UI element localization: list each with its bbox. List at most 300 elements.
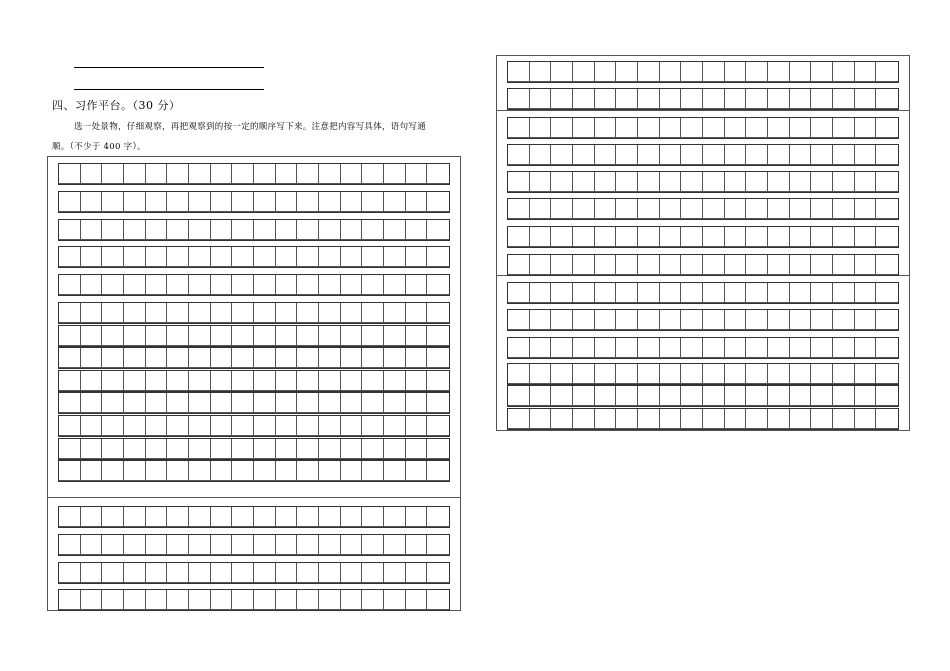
grid-cell[interactable]: [790, 409, 812, 429]
grid-cell[interactable]: [573, 172, 595, 192]
grid-cell[interactable]: [573, 409, 595, 429]
grid-cell[interactable]: [102, 303, 124, 323]
grid-cell[interactable]: [746, 172, 768, 192]
grid-cell[interactable]: [124, 393, 146, 413]
grid-cell[interactable]: [638, 118, 660, 138]
grid-cell[interactable]: [855, 118, 877, 138]
grid-cell[interactable]: [508, 386, 530, 406]
grid-cell[interactable]: [319, 247, 341, 267]
grid-cell[interactable]: [59, 220, 81, 240]
grid-cell[interactable]: [319, 507, 341, 527]
grid-cell[interactable]: [384, 303, 406, 323]
grid-cell[interactable]: [811, 338, 833, 358]
grid-cell[interactable]: [319, 461, 341, 481]
grid-cell[interactable]: [768, 310, 790, 330]
grid-cell[interactable]: [254, 275, 276, 295]
grid-cell[interactable]: [81, 439, 103, 459]
grid-cell[interactable]: [146, 535, 168, 555]
grid-cell[interactable]: [746, 145, 768, 165]
grid-cell[interactable]: [855, 172, 877, 192]
grid-cell[interactable]: [573, 310, 595, 330]
grid-cell[interactable]: [232, 416, 254, 436]
grid-cell[interactable]: [276, 303, 298, 323]
grid-cell[interactable]: [833, 62, 855, 82]
grid-cell[interactable]: [319, 220, 341, 240]
grid-cell[interactable]: [384, 590, 406, 610]
grid-cell[interactable]: [341, 247, 363, 267]
grid-cell[interactable]: [573, 364, 595, 384]
grid-cell[interactable]: [276, 563, 298, 583]
grid-cell[interactable]: [362, 326, 384, 346]
grid-cell[interactable]: [341, 535, 363, 555]
grid-cell[interactable]: [725, 386, 747, 406]
grid-cell[interactable]: [124, 275, 146, 295]
grid-cell[interactable]: [746, 89, 768, 109]
grid-cell[interactable]: [232, 371, 254, 391]
grid-cell[interactable]: [124, 326, 146, 346]
grid-cell[interactable]: [146, 461, 168, 481]
grid-cell[interactable]: [406, 439, 428, 459]
grid-cell[interactable]: [681, 145, 703, 165]
grid-cell[interactable]: [427, 164, 449, 184]
grid-cell[interactable]: [102, 507, 124, 527]
grid-cell[interactable]: [811, 283, 833, 303]
grid-cell[interactable]: [638, 172, 660, 192]
grid-cell[interactable]: [189, 535, 211, 555]
grid-cell[interactable]: [232, 461, 254, 481]
grid-cell[interactable]: [811, 145, 833, 165]
grid-cell[interactable]: [811, 255, 833, 275]
grid-cell[interactable]: [254, 416, 276, 436]
grid-cell[interactable]: [276, 326, 298, 346]
grid-cell[interactable]: [254, 393, 276, 413]
grid-cell[interactable]: [297, 192, 319, 212]
grid-cell[interactable]: [790, 386, 812, 406]
grid-cell[interactable]: [319, 416, 341, 436]
grid-cell[interactable]: [876, 62, 898, 82]
grid-cell[interactable]: [124, 439, 146, 459]
grid-cell[interactable]: [189, 507, 211, 527]
grid-cell[interactable]: [811, 364, 833, 384]
grid-cell[interactable]: [297, 326, 319, 346]
grid-cell[interactable]: [189, 439, 211, 459]
grid-cell[interactable]: [681, 283, 703, 303]
grid-cell[interactable]: [616, 62, 638, 82]
grid-cell[interactable]: [189, 192, 211, 212]
grid-cell[interactable]: [551, 338, 573, 358]
grid-cell[interactable]: [725, 409, 747, 429]
grid-cell[interactable]: [297, 220, 319, 240]
grid-cell[interactable]: [384, 348, 406, 368]
grid-cell[interactable]: [638, 364, 660, 384]
grid-cell[interactable]: [59, 275, 81, 295]
grid-cell[interactable]: [362, 192, 384, 212]
grid-cell[interactable]: [746, 310, 768, 330]
answer-line-2[interactable]: [74, 89, 264, 90]
grid-cell[interactable]: [427, 247, 449, 267]
grid-cell[interactable]: [616, 386, 638, 406]
grid-cell[interactable]: [595, 310, 617, 330]
grid-cell[interactable]: [725, 338, 747, 358]
grid-cell[interactable]: [59, 563, 81, 583]
grid-cell[interactable]: [59, 393, 81, 413]
grid-cell[interactable]: [102, 192, 124, 212]
grid-cell[interactable]: [876, 172, 898, 192]
grid-cell[interactable]: [638, 255, 660, 275]
grid-cell[interactable]: [211, 507, 233, 527]
grid-cell[interactable]: [508, 310, 530, 330]
grid-cell[interactable]: [573, 386, 595, 406]
grid-cell[interactable]: [232, 220, 254, 240]
grid-cell[interactable]: [102, 275, 124, 295]
grid-cell[interactable]: [189, 303, 211, 323]
grid-cell[interactable]: [508, 118, 530, 138]
grid-cell[interactable]: [725, 145, 747, 165]
grid-cell[interactable]: [855, 283, 877, 303]
grid-cell[interactable]: [146, 416, 168, 436]
grid-cell[interactable]: [790, 283, 812, 303]
grid-cell[interactable]: [703, 227, 725, 247]
grid-cell[interactable]: [124, 164, 146, 184]
grid-cell[interactable]: [232, 507, 254, 527]
grid-cell[interactable]: [232, 439, 254, 459]
grid-cell[interactable]: [167, 416, 189, 436]
grid-cell[interactable]: [254, 439, 276, 459]
grid-cell[interactable]: [59, 439, 81, 459]
grid-cell[interactable]: [146, 192, 168, 212]
grid-cell[interactable]: [102, 393, 124, 413]
grid-cell[interactable]: [790, 364, 812, 384]
grid-cell[interactable]: [232, 393, 254, 413]
grid-cell[interactable]: [573, 283, 595, 303]
grid-cell[interactable]: [362, 590, 384, 610]
grid-cell[interactable]: [254, 192, 276, 212]
grid-cell[interactable]: [211, 563, 233, 583]
grid-cell[interactable]: [81, 192, 103, 212]
grid-cell[interactable]: [146, 303, 168, 323]
grid-cell[interactable]: [406, 303, 428, 323]
grid-cell[interactable]: [297, 393, 319, 413]
grid-cell[interactable]: [855, 227, 877, 247]
grid-cell[interactable]: [616, 199, 638, 219]
grid-cell[interactable]: [124, 416, 146, 436]
grid-cell[interactable]: [59, 535, 81, 555]
grid-cell[interactable]: [319, 590, 341, 610]
grid-cell[interactable]: [616, 409, 638, 429]
grid-cell[interactable]: [297, 461, 319, 481]
grid-cell[interactable]: [833, 310, 855, 330]
grid-cell[interactable]: [167, 326, 189, 346]
grid-cell[interactable]: [746, 386, 768, 406]
grid-cell[interactable]: [232, 535, 254, 555]
grid-cell[interactable]: [508, 172, 530, 192]
grid-cell[interactable]: [616, 338, 638, 358]
grid-cell[interactable]: [211, 461, 233, 481]
grid-cell[interactable]: [530, 172, 552, 192]
grid-cell[interactable]: [297, 439, 319, 459]
grid-cell[interactable]: [595, 283, 617, 303]
grid-cell[interactable]: [167, 348, 189, 368]
grid-cell[interactable]: [833, 364, 855, 384]
grid-cell[interactable]: [530, 89, 552, 109]
grid-cell[interactable]: [616, 145, 638, 165]
grid-cell[interactable]: [276, 275, 298, 295]
grid-cell[interactable]: [725, 255, 747, 275]
grid-cell[interactable]: [189, 371, 211, 391]
grid-cell[interactable]: [811, 62, 833, 82]
grid-cell[interactable]: [146, 371, 168, 391]
grid-cell[interactable]: [254, 507, 276, 527]
grid-cell[interactable]: [276, 416, 298, 436]
grid-cell[interactable]: [508, 364, 530, 384]
grid-cell[interactable]: [595, 227, 617, 247]
grid-cell[interactable]: [341, 563, 363, 583]
grid-cell[interactable]: [660, 310, 682, 330]
grid-cell[interactable]: [211, 326, 233, 346]
grid-cell[interactable]: [362, 393, 384, 413]
grid-cell[interactable]: [81, 371, 103, 391]
grid-cell[interactable]: [254, 164, 276, 184]
grid-cell[interactable]: [855, 386, 877, 406]
grid-cell[interactable]: [124, 590, 146, 610]
grid-cell[interactable]: [638, 409, 660, 429]
grid-cell[interactable]: [362, 164, 384, 184]
grid-cell[interactable]: [81, 507, 103, 527]
grid-cell[interactable]: [384, 371, 406, 391]
grid-cell[interactable]: [81, 416, 103, 436]
grid-cell[interactable]: [81, 461, 103, 481]
grid-cell[interactable]: [341, 393, 363, 413]
grid-cell[interactable]: [660, 255, 682, 275]
grid-cell[interactable]: [595, 255, 617, 275]
grid-cell[interactable]: [406, 220, 428, 240]
grid-cell[interactable]: [876, 364, 898, 384]
grid-cell[interactable]: [102, 164, 124, 184]
grid-cell[interactable]: [146, 247, 168, 267]
grid-cell[interactable]: [384, 393, 406, 413]
grid-cell[interactable]: [59, 416, 81, 436]
grid-cell[interactable]: [276, 461, 298, 481]
grid-cell[interactable]: [530, 310, 552, 330]
grid-cell[interactable]: [319, 326, 341, 346]
grid-cell[interactable]: [595, 172, 617, 192]
grid-cell[interactable]: [725, 62, 747, 82]
grid-cell[interactable]: [406, 507, 428, 527]
grid-cell[interactable]: [362, 535, 384, 555]
grid-cell[interactable]: [595, 338, 617, 358]
grid-cell[interactable]: [167, 461, 189, 481]
grid-cell[interactable]: [102, 220, 124, 240]
grid-cell[interactable]: [703, 364, 725, 384]
grid-cell[interactable]: [211, 247, 233, 267]
grid-cell[interactable]: [703, 255, 725, 275]
grid-cell[interactable]: [616, 364, 638, 384]
grid-cell[interactable]: [638, 89, 660, 109]
grid-cell[interactable]: [660, 364, 682, 384]
grid-cell[interactable]: [211, 439, 233, 459]
grid-cell[interactable]: [167, 371, 189, 391]
grid-cell[interactable]: [406, 247, 428, 267]
grid-cell[interactable]: [681, 310, 703, 330]
grid-cell[interactable]: [616, 255, 638, 275]
grid-cell[interactable]: [297, 416, 319, 436]
grid-cell[interactable]: [254, 348, 276, 368]
grid-cell[interactable]: [167, 535, 189, 555]
grid-cell[interactable]: [768, 172, 790, 192]
grid-cell[interactable]: [232, 590, 254, 610]
grid-cell[interactable]: [746, 62, 768, 82]
grid-cell[interactable]: [189, 563, 211, 583]
grid-cell[interactable]: [146, 590, 168, 610]
grid-cell[interactable]: [660, 409, 682, 429]
grid-cell[interactable]: [427, 393, 449, 413]
grid-cell[interactable]: [384, 535, 406, 555]
grid-cell[interactable]: [427, 535, 449, 555]
grid-cell[interactable]: [768, 255, 790, 275]
grid-cell[interactable]: [167, 220, 189, 240]
grid-cell[interactable]: [319, 303, 341, 323]
grid-cell[interactable]: [876, 386, 898, 406]
grid-cell[interactable]: [508, 338, 530, 358]
grid-cell[interactable]: [768, 118, 790, 138]
grid-cell[interactable]: [551, 89, 573, 109]
grid-cell[interactable]: [146, 507, 168, 527]
grid-cell[interactable]: [681, 409, 703, 429]
grid-cell[interactable]: [384, 220, 406, 240]
grid-cell[interactable]: [638, 62, 660, 82]
grid-cell[interactable]: [406, 535, 428, 555]
grid-cell[interactable]: [146, 164, 168, 184]
grid-cell[interactable]: [703, 338, 725, 358]
grid-cell[interactable]: [833, 172, 855, 192]
grid-cell[interactable]: [530, 199, 552, 219]
grid-cell[interactable]: [573, 255, 595, 275]
grid-cell[interactable]: [681, 199, 703, 219]
grid-cell[interactable]: [595, 62, 617, 82]
grid-cell[interactable]: [102, 247, 124, 267]
grid-cell[interactable]: [855, 310, 877, 330]
grid-cell[interactable]: [146, 563, 168, 583]
grid-cell[interactable]: [660, 89, 682, 109]
grid-cell[interactable]: [573, 199, 595, 219]
grid-cell[interactable]: [746, 338, 768, 358]
grid-cell[interactable]: [276, 164, 298, 184]
grid-cell[interactable]: [427, 461, 449, 481]
grid-cell[interactable]: [276, 192, 298, 212]
grid-cell[interactable]: [551, 364, 573, 384]
grid-cell[interactable]: [211, 164, 233, 184]
grid-cell[interactable]: [855, 338, 877, 358]
grid-cell[interactable]: [341, 303, 363, 323]
grid-cell[interactable]: [124, 348, 146, 368]
grid-cell[interactable]: [595, 364, 617, 384]
grid-cell[interactable]: [384, 461, 406, 481]
grid-cell[interactable]: [681, 172, 703, 192]
grid-cell[interactable]: [189, 220, 211, 240]
grid-cell[interactable]: [811, 118, 833, 138]
grid-cell[interactable]: [189, 326, 211, 346]
grid-cell[interactable]: [319, 164, 341, 184]
grid-cell[interactable]: [573, 62, 595, 82]
grid-cell[interactable]: [833, 338, 855, 358]
grid-cell[interactable]: [341, 164, 363, 184]
grid-cell[interactable]: [81, 348, 103, 368]
grid-cell[interactable]: [319, 275, 341, 295]
grid-cell[interactable]: [427, 348, 449, 368]
grid-cell[interactable]: [833, 89, 855, 109]
grid-cell[interactable]: [341, 590, 363, 610]
grid-cell[interactable]: [211, 371, 233, 391]
grid-cell[interactable]: [297, 590, 319, 610]
grid-cell[interactable]: [725, 172, 747, 192]
grid-cell[interactable]: [638, 310, 660, 330]
grid-cell[interactable]: [530, 386, 552, 406]
grid-cell[interactable]: [362, 220, 384, 240]
grid-cell[interactable]: [790, 172, 812, 192]
grid-cell[interactable]: [362, 348, 384, 368]
grid-cell[interactable]: [811, 386, 833, 406]
grid-cell[interactable]: [254, 563, 276, 583]
grid-cell[interactable]: [725, 283, 747, 303]
grid-cell[interactable]: [297, 348, 319, 368]
grid-cell[interactable]: [297, 507, 319, 527]
grid-cell[interactable]: [59, 247, 81, 267]
grid-cell[interactable]: [254, 303, 276, 323]
grid-cell[interactable]: [427, 563, 449, 583]
grid-cell[interactable]: [146, 439, 168, 459]
grid-cell[interactable]: [254, 535, 276, 555]
grid-cell[interactable]: [167, 590, 189, 610]
grid-cell[interactable]: [232, 192, 254, 212]
grid-cell[interactable]: [660, 386, 682, 406]
grid-cell[interactable]: [341, 507, 363, 527]
grid-cell[interactable]: [254, 326, 276, 346]
grid-cell[interactable]: [406, 348, 428, 368]
grid-cell[interactable]: [124, 563, 146, 583]
grid-cell[interactable]: [638, 338, 660, 358]
grid-cell[interactable]: [232, 247, 254, 267]
grid-cell[interactable]: [167, 507, 189, 527]
grid-cell[interactable]: [703, 118, 725, 138]
grid-cell[interactable]: [855, 145, 877, 165]
grid-cell[interactable]: [146, 220, 168, 240]
grid-cell[interactable]: [211, 393, 233, 413]
grid-cell[interactable]: [530, 145, 552, 165]
grid-cell[interactable]: [508, 409, 530, 429]
grid-cell[interactable]: [406, 563, 428, 583]
grid-cell[interactable]: [81, 275, 103, 295]
grid-cell[interactable]: [211, 535, 233, 555]
grid-cell[interactable]: [124, 461, 146, 481]
grid-cell[interactable]: [638, 145, 660, 165]
grid-cell[interactable]: [681, 255, 703, 275]
grid-cell[interactable]: [551, 227, 573, 247]
grid-cell[interactable]: [427, 590, 449, 610]
grid-cell[interactable]: [595, 199, 617, 219]
grid-cell[interactable]: [59, 590, 81, 610]
grid-cell[interactable]: [102, 371, 124, 391]
grid-cell[interactable]: [384, 275, 406, 295]
grid-cell[interactable]: [660, 118, 682, 138]
grid-cell[interactable]: [725, 89, 747, 109]
grid-cell[interactable]: [660, 62, 682, 82]
grid-cell[interactable]: [276, 220, 298, 240]
grid-cell[interactable]: [406, 164, 428, 184]
grid-cell[interactable]: [811, 172, 833, 192]
grid-cell[interactable]: [362, 507, 384, 527]
grid-cell[interactable]: [790, 145, 812, 165]
grid-cell[interactable]: [725, 227, 747, 247]
